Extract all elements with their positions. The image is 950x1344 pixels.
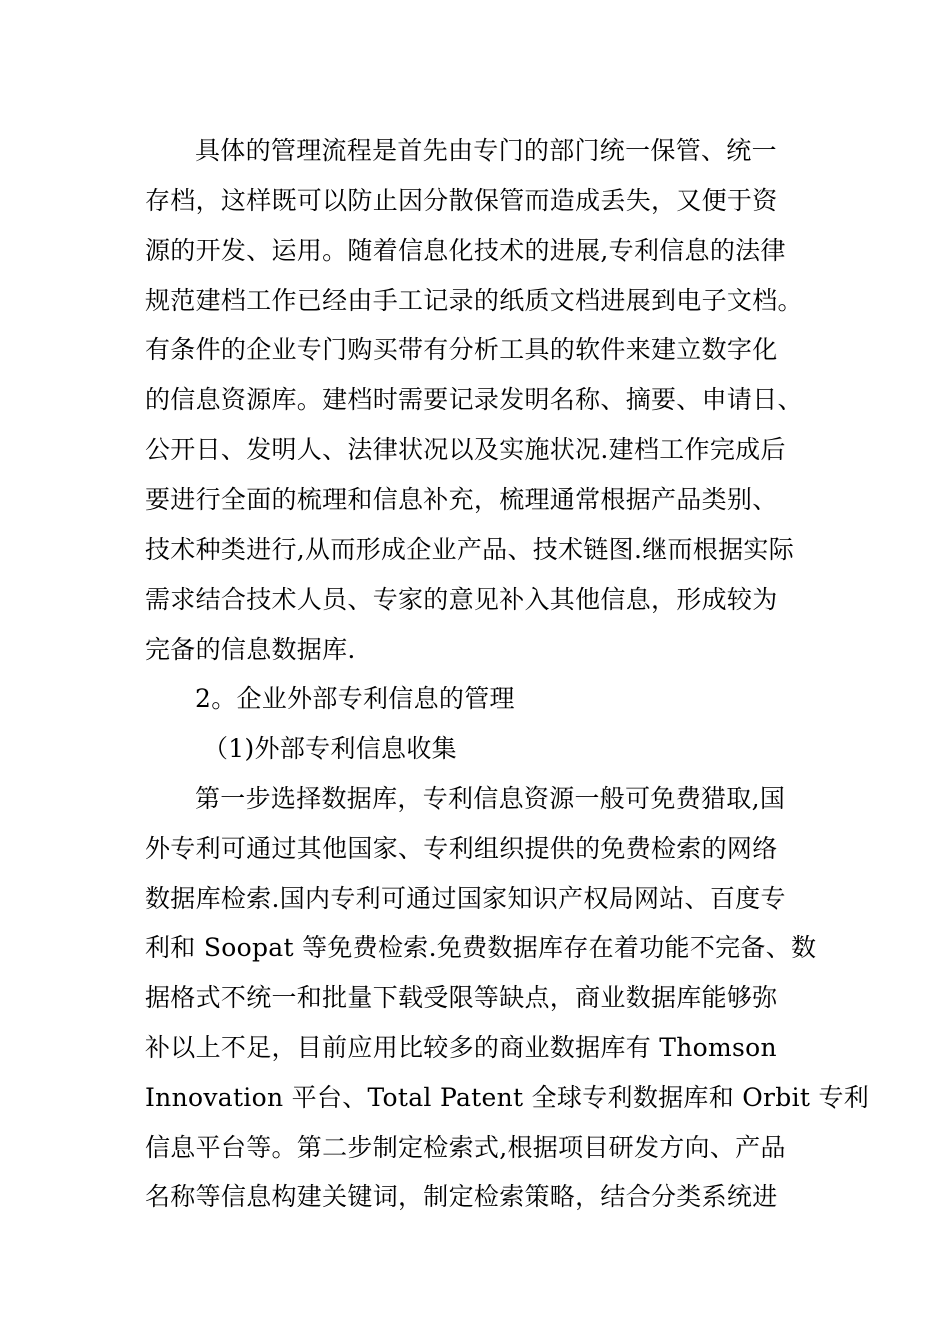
- paragraph-line: Innovation 平台、Total Patent 全球专利数据库和 Orbit 专利: [145, 1083, 870, 1112]
- paragraph-line: 名称等信息构建关键词，制定检索策略，结合分类系统进: [145, 1182, 778, 1211]
- paragraph-line: 技术种类进行,从而形成企业产品、技术链图.继而根据实际: [145, 535, 794, 564]
- paragraph-line: 规范建档工作已经由手工记录的纸质文档进展到电子文档。: [145, 286, 803, 315]
- paragraph-line: 源的开发、运用。随着信息化技术的进展,专利信息的法律: [145, 236, 786, 265]
- paragraph-line: 公开日、发明人、法律状况以及实施状况.建档工作完成后: [145, 435, 786, 464]
- section-heading: 2。企业外部专利信息的管理: [195, 684, 515, 713]
- paragraph-line: 完备的信息数据库.: [145, 635, 356, 664]
- paragraph-line: 据格式不统一和批量下载受限等缺点，商业数据库能够弥: [145, 983, 778, 1012]
- paragraph-line: 利和 Soopat 等免费检索.免费数据库存在着功能不完备、数: [145, 933, 817, 962]
- paragraph-line: 外专利可通过其他国家、专利组织提供的免费检索的网络: [145, 834, 778, 863]
- paragraph-line: 具体的管理流程是首先由专门的部门统一保管、统一: [195, 136, 777, 165]
- subsection-heading: （1)外部专利信息收集: [203, 734, 457, 763]
- paragraph-line: 需求结合技术人员、专家的意见补入其他信息，形成较为: [145, 585, 778, 614]
- paragraph-line: 要进行全面的梳理和信息补充，梳理通常根据产品类别、: [145, 485, 778, 514]
- paragraph-line: 有条件的企业专门购买带有分析工具的软件来建立数字化: [145, 335, 778, 364]
- paragraph-line: 补以上不足，目前应用比较多的商业数据库有 Thomson: [145, 1033, 777, 1062]
- paragraph-line: 第一步选择数据库，专利信息资源一般可免费猎取,国: [195, 784, 786, 813]
- paragraph-line: 存档，这样既可以防止因分散保管而造成丢失，又便于资: [145, 186, 778, 215]
- paragraph-line: 的信息资源库。建档时需要记录发明名称、摘要、申请日、: [145, 385, 803, 414]
- paragraph-line: 数据库检索.国内专利可通过国家知识产权局网站、百度专: [145, 884, 786, 913]
- paragraph-line: 信息平台等。第二步制定检索式,根据项目研发方向、产品: [145, 1133, 786, 1162]
